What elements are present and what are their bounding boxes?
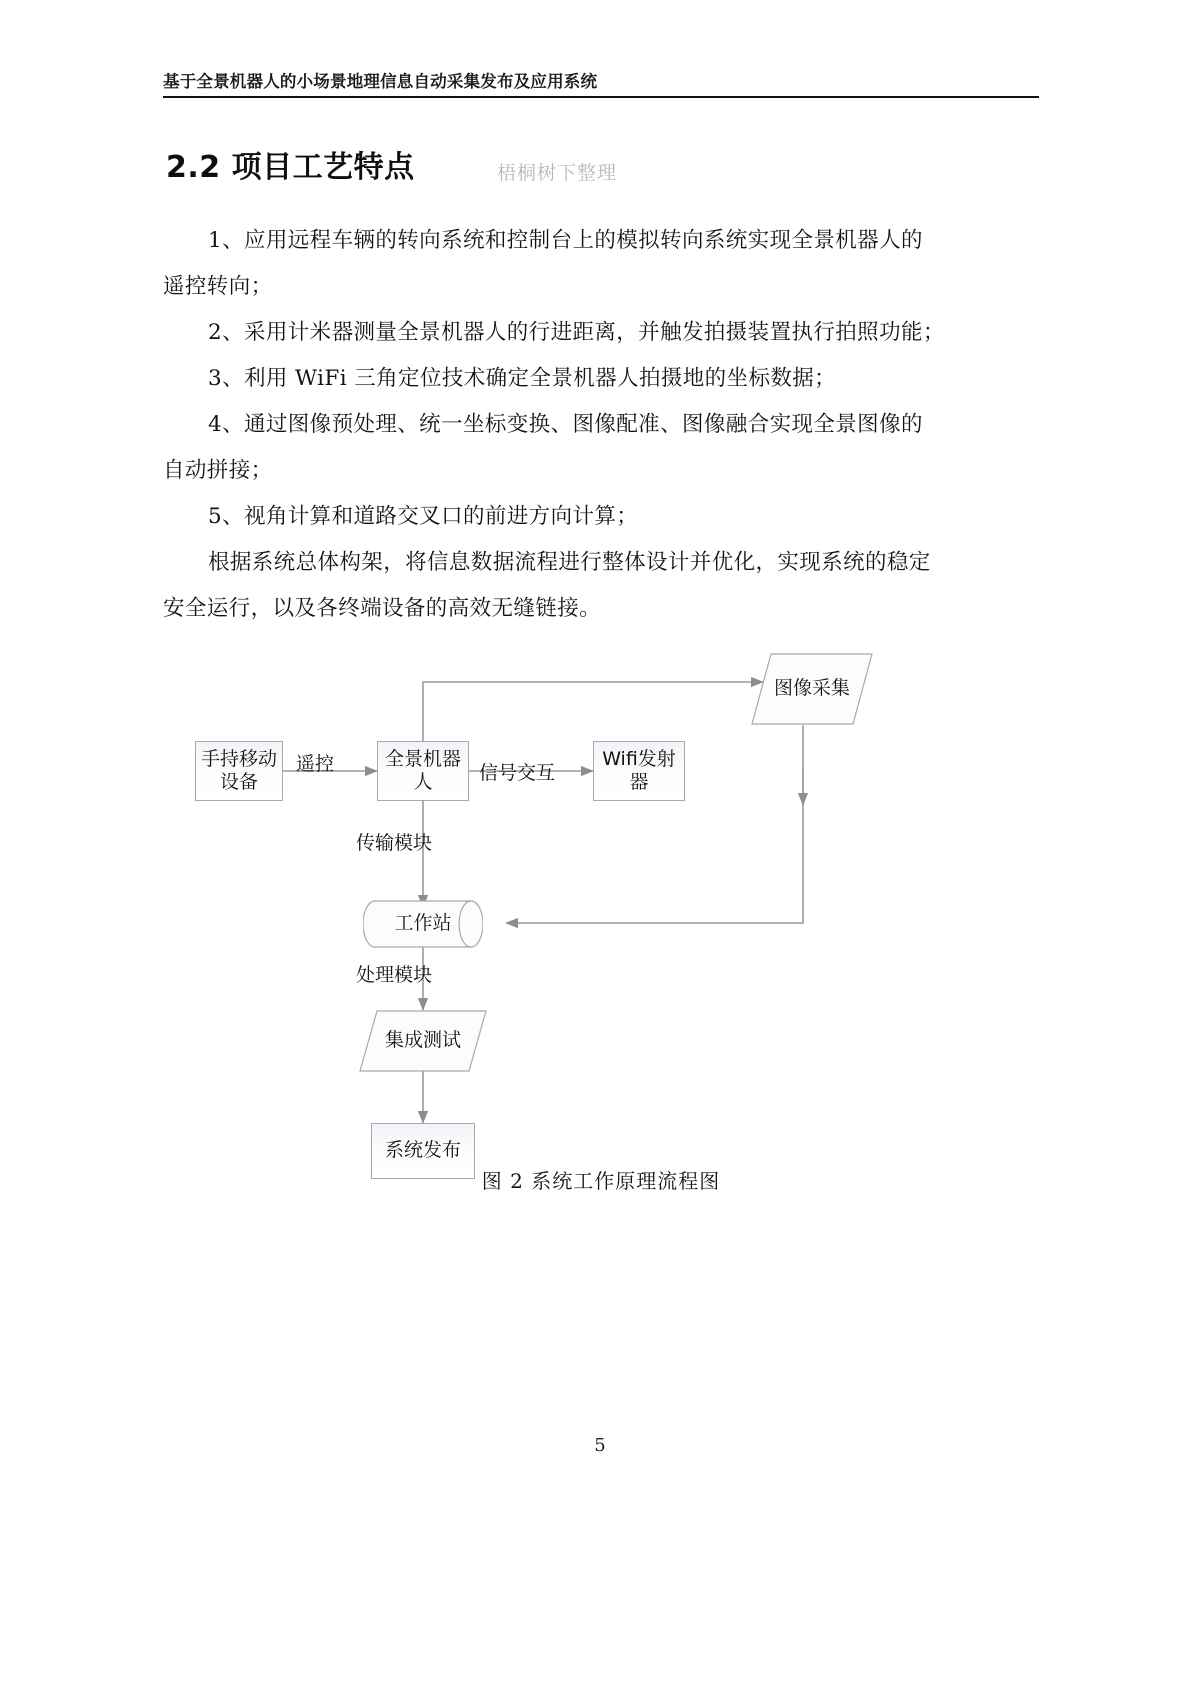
header-divider xyxy=(163,96,1039,98)
flow-edge-label-signal: 信号交互 xyxy=(479,762,556,784)
body-line: 遥控转向； xyxy=(163,274,273,299)
flowchart-connectors xyxy=(163,645,1039,1160)
body-line: 根据系统总体构架，将信息数据流程进行整体设计并优化，实现系统的稳定 xyxy=(208,550,931,575)
flow-edge-label-process: 处理模块 xyxy=(356,964,433,986)
body-line: 4、通过图像预处理、统一坐标变换、图像配准、图像融合实现全景图像的 xyxy=(208,412,923,437)
figure-caption: 图 2 系统工作原理流程图 xyxy=(481,1169,721,1193)
flow-node-test[interactable] xyxy=(359,1010,487,1072)
body-line: 1、应用远程车辆的转向系统和控制台上的模拟转向系统实现全景机器人的 xyxy=(208,228,923,253)
figure-flowchart xyxy=(163,645,1039,1205)
body-line: 3、利用 WiFi 三角定位技术确定全景机器人拍摄地的坐标数据； xyxy=(208,366,837,391)
body-line: 自动拼接； xyxy=(163,458,273,483)
flow-node-release-label: 系统发布 xyxy=(384,1139,461,1162)
body-line: 2、采用计米器测量全景机器人的行进距离，并触发拍摄装置执行拍照功能； xyxy=(208,320,945,345)
flow-node-capture-label: 图像采集 xyxy=(773,677,850,700)
flow-node-wifi[interactable] xyxy=(593,741,685,801)
flow-node-workstation[interactable] xyxy=(363,900,483,948)
section-heading: 2.2 项目工艺特点 xyxy=(166,150,415,185)
watermark-text: 梧桐树下整理 xyxy=(497,162,618,184)
running-header-text: 基于全景机器人的小场景地理信息自动采集发布及应用系统 xyxy=(163,72,598,91)
page-number: 5 xyxy=(594,1435,606,1456)
flowchart-canvas xyxy=(163,645,1039,1160)
flow-node-wifi-label: Wifi发射器 xyxy=(602,747,676,793)
flow-node-robot[interactable] xyxy=(377,741,469,801)
body-line: 5、视角计算和道路交叉口的前进方向计算； xyxy=(208,504,639,529)
flow-edge-label-transmit: 传输模块 xyxy=(356,832,433,854)
flow-node-test-label: 集成测试 xyxy=(384,1029,461,1052)
flow-node-robot-label: 全景机器人 xyxy=(384,747,461,793)
flow-node-capture[interactable] xyxy=(751,653,873,725)
body-line: 安全运行，以及各终端设备的高效无缝链接。 xyxy=(163,596,602,621)
flow-node-handheld-label: 手持移动设备 xyxy=(200,747,277,793)
running-header xyxy=(163,72,1039,98)
flow-edge-label-remote: 遥控 xyxy=(296,753,335,775)
flow-node-handheld[interactable] xyxy=(195,741,283,801)
body-text xyxy=(163,218,1039,632)
flow-node-workstation-label: 工作站 xyxy=(394,912,452,935)
